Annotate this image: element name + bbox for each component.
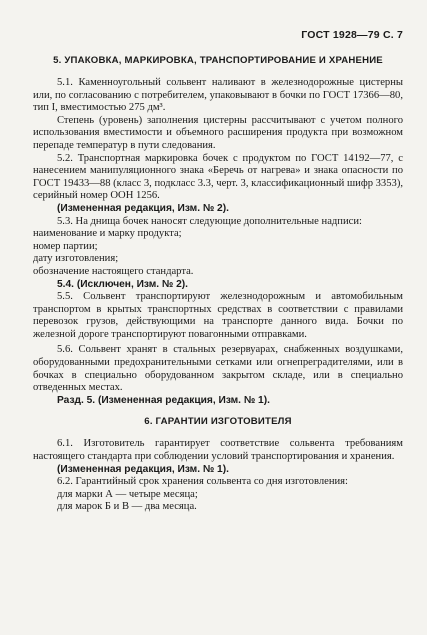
section-5-amendment-note: Разд. 5. (Измененная редакция, Изм. № 1). [57,394,270,406]
clause-5-2: 5.2. Транспортная маркировка бочек с продуктом по ГОСТ 14192—77, с нанесением манипуляционного знака «Беречь от нагрева» и знака опасности по ГОСТ 19433—88 (класс 3, подкласс 3.3, черт. 3, классификационный шифр 3353), серийный номер ООН 1256. [33,152,403,202]
list-item: обозначение настоящего стандарта. [33,265,194,277]
list-item: дату изготовления; [33,253,119,265]
clause-6-1: 6.1. Изготовитель гарантирует соответствие сольвента требованиям настоящего стандарта при соблюдении условий транспортирования и хранения. [33,438,403,463]
clause-5-1-fill-level: Степень (уровень) заполнения цистерны рассчитывают с учетом полного использования вместимости и объемного расширения продукта при возможном перепаде температур в пути следования. [33,114,403,151]
clause-5-6: 5.6. Сольвент хранят в стальных резервуарах, снабженных воздушками, оборудованными предохранительными сетками или огнепреградителями, или в бочках в специально оборудованном закрытом складе, или в специально отведенных местах. [33,344,403,394]
warranty-grade-a: для марки А — четыре месяца; [57,488,198,500]
clause-5-1: 5.1. Каменноугольный сольвент наливают в железнодорожные цистерны или, по согласованию с потребителем, упаковывают в бочки по ГОСТ 17366—80, тип I, вместимостью 275 дм³. [33,77,403,114]
label-inscriptions-list [33,228,403,278]
warranty-grade-b-v: для марок Б и В — два месяца. [57,501,197,513]
section-5-title: 5. УПАКОВКА, МАРКИРОВКА, ТРАНСПОРТИРОВАНИЕ И ХРАНЕНИЕ [53,55,383,66]
amendment-note-6-1: (Измененная редакция, Изм. № 1). [57,463,229,475]
section-6-title: 6. ГАРАНТИИ ИЗГОТОВИТЕЛЯ [144,416,292,428]
page-header: ГОСТ 1928—79 С. 7 [301,29,403,41]
clause-5-5: 5.5. Сольвент транспортируют железнодорожным и автомобильным транспортом в крытых транспортных средствах в соответствии с правилами перевозок грузов, действующими на транспорте данного вида. Бочки по железной дороге транспортируют повагонными отправками. [33,291,403,340]
list-item: номер партии; [33,240,98,252]
amendment-note-5-2: (Измененная редакция, Изм. № 2). [57,202,229,214]
clause-6-2: 6.2. Гарантийный срок хранения сольвента со дня изготовления: [57,476,348,488]
clause-5-4: 5.4. (Исключен, Изм. № 2). [57,278,189,290]
document-body [33,52,403,514]
list-item: наименование и марку продукта; [33,228,182,240]
clause-5-3: 5.3. На днища бочек наносят следующие дополнительные надписи: [57,215,362,227]
